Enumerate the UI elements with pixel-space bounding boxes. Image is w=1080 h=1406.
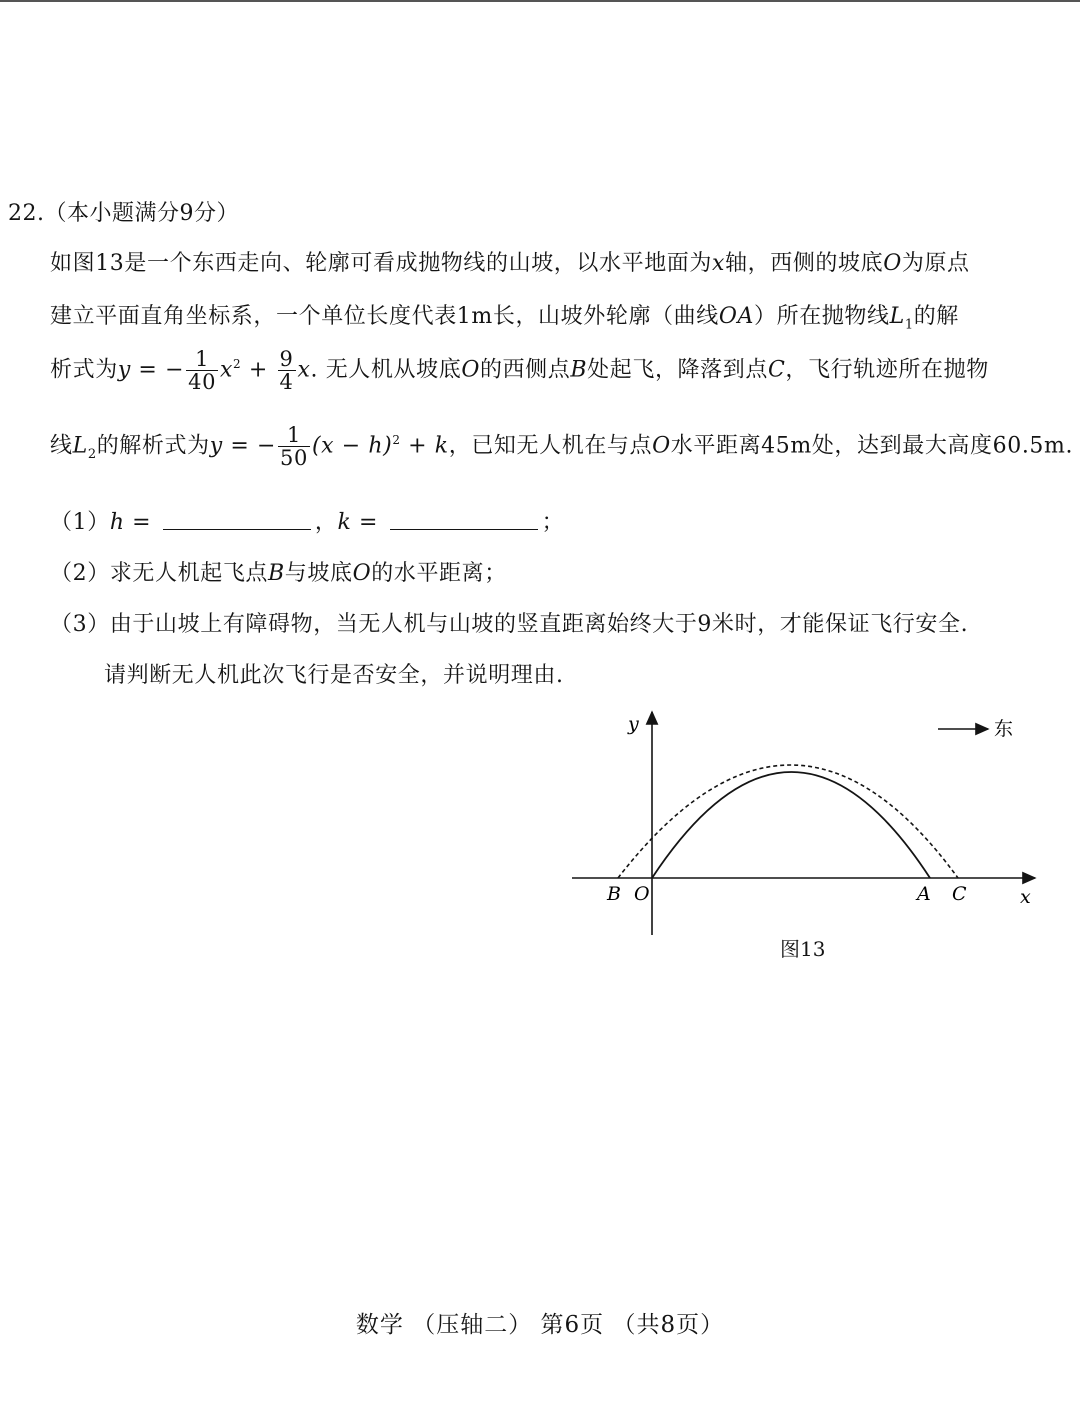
stem-line-4: 线$L_2$的解析式为y = − $\frac{1}{50}$ $(x - h)^2 + k$，已知无人机在与点O水平距离45m处，达到最大高度60.5m. xyxy=(50,423,1074,471)
score-note: （本小题满分9分） xyxy=(44,201,239,226)
y-axis-label: y xyxy=(628,713,639,735)
part-3-line-2: 请判断无人机此次飞行是否安全，并说明理由. xyxy=(104,663,564,688)
question-header xyxy=(8,196,239,227)
part-3-line-1: （3）由于山坡上有障碍物，当无人机与山坡的竖直距离始终大于9米时，才能保证飞行安全. xyxy=(50,612,969,637)
point-a-label: A xyxy=(917,883,931,905)
stem-line-3: 析式为y = − $\frac{1}{40}$ $x^2$ + $\frac{9}{4}$ x. 无人机从坡底O的西侧点B处起飞，降落到点C，飞行轨迹所在抛物 xyxy=(50,347,989,395)
answer-blank-k[interactable] xyxy=(390,528,538,530)
parabola-l2-dashed xyxy=(618,765,958,878)
stem-line-1: 如图13是一个东西走向、轮廓可看成抛物线的山坡，以水平地面为x轴，西侧的坡底O为原点 xyxy=(50,251,970,276)
stem-line-2: 建立平面直角坐标系，一个单位长度代表1m长，山坡外轮廓（曲线OA）所在抛物线$L_1$的解 xyxy=(50,304,959,333)
figure-caption: 图13 xyxy=(780,937,826,961)
parabola-l1-solid xyxy=(652,772,930,878)
question-number: 22. xyxy=(8,201,45,226)
point-b-label: B xyxy=(607,883,621,905)
page-footer: 数学 （压轴二） 第6页 （共8页） xyxy=(355,1312,725,1338)
answer-blank-h[interactable] xyxy=(163,528,311,530)
figure-13 xyxy=(560,700,1060,970)
east-label: 东 xyxy=(994,718,1014,740)
point-o-label: O xyxy=(634,883,650,905)
fraction-9-4: $\frac{9}{4}$ xyxy=(279,347,294,395)
point-c-label: C xyxy=(952,883,967,905)
x-axis-label: x xyxy=(1020,886,1031,908)
part-2: （2）求无人机起飞点B与坡底O的水平距离； xyxy=(50,561,507,586)
fraction-1-40: $\frac{1}{40}$ xyxy=(188,347,217,395)
top-border-line xyxy=(0,0,1080,2)
fraction-1-50: $\frac{1}{50}$ xyxy=(280,423,308,471)
part-1: （1）h = ，k = ； xyxy=(50,510,565,535)
